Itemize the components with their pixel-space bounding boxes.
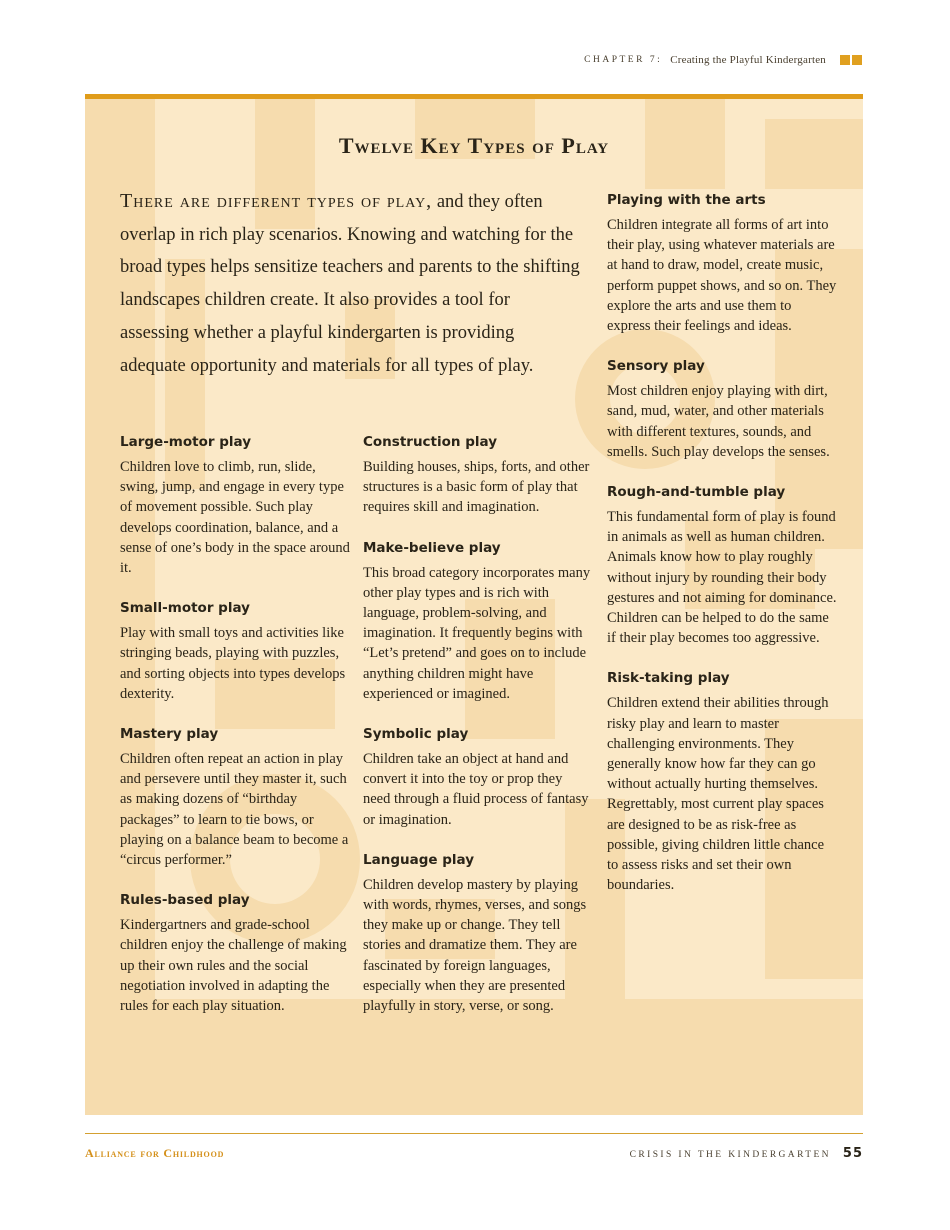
chapter-label: CHAPTER 7: bbox=[584, 55, 663, 65]
play-type-heading: Sensory play bbox=[607, 358, 705, 375]
footer-organization: Alliance for Childhood bbox=[85, 1146, 225, 1160]
play-type-description: Most children enjoy playing with dirt, sand, mud, water, and other materials with different textures, sounds, and smells. Such play develops the senses. bbox=[607, 383, 830, 460]
sidebar-panel bbox=[85, 94, 863, 1115]
intro-paragraph bbox=[120, 185, 582, 382]
page-number: 55 bbox=[842, 1146, 863, 1161]
play-type-section bbox=[120, 725, 350, 870]
play-type-heading: Symbolic play bbox=[363, 726, 469, 743]
play-type-description: Children often repeat an action in play and persevere until they master it, such as making dozens of “birthday packages” to learn to tie bows, or playing on a balance beam to become a “circus performer.” bbox=[120, 751, 349, 869]
footer-publication-title: CRISIS IN THE KINDERGARTEN bbox=[629, 1150, 831, 1160]
play-type-description: Children extend their abilities through risky play and learn to master challenging environments. They generally know how far they can go without actually hurting themselves. Regrettably, most current play spaces are designed to be as risk-free as possible, giving children little chance to assess risks and set their own boundaries. bbox=[607, 695, 829, 894]
footer-divider bbox=[85, 1133, 863, 1134]
play-type-description: Children love to climb, run, slide, swing, jump, and engage in every type of movement possible. Such play develops coordination, balance, and a sense of one’s body in the space around it. bbox=[120, 459, 350, 577]
column-middle bbox=[363, 433, 593, 1037]
column-left bbox=[120, 433, 350, 1037]
play-type-description: Play with small toys and activities like stringing beads, playing with puzzles, and sorting objects into types develops dexterity. bbox=[120, 625, 346, 702]
chapter-title: Creating the Playful Kindergarten bbox=[670, 54, 826, 66]
play-type-heading: Mastery play bbox=[120, 726, 219, 743]
play-type-section bbox=[120, 891, 350, 1016]
play-type-section bbox=[607, 669, 837, 895]
play-type-description: This broad category incorporates many other play types and is rich with language, problem-solving, and imagination. It frequently begins with “Let’s pretend” and goes on to include anything children might have experienced or imagined. bbox=[363, 564, 591, 702]
play-type-heading: Language play bbox=[363, 851, 475, 868]
footer-page-info bbox=[630, 1146, 863, 1161]
play-type-heading: Small-motor play bbox=[120, 600, 250, 617]
decorative-squares-icon bbox=[840, 55, 862, 65]
play-type-description: This fundamental form of play is found in animals as well as human children. Animals know how to play roughly without injury by rounding their body gestures and not aiming for dominance. Children can be helped to do the same if their play becomes too aggressive. bbox=[607, 509, 837, 647]
play-type-description: Building houses, ships, forts, and other structures is a basic form of play that requires skill and imagination. bbox=[363, 459, 590, 516]
panel-title: Twelve Key Types of Play bbox=[338, 133, 610, 158]
intro-lead: There are different types of play, bbox=[120, 190, 433, 212]
play-type-heading: Playing with the arts bbox=[607, 192, 766, 208]
play-type-heading: Large-motor play bbox=[120, 434, 252, 450]
play-type-section bbox=[607, 357, 837, 462]
play-type-description: Children integrate all forms of art into their play, using whatever materials are at hand to draw, model, create music, perform puppet shows, and so on. They explore the arts and use them to express their feelings and ideas. bbox=[607, 217, 837, 335]
chapter-header bbox=[584, 54, 862, 66]
play-type-heading: Risk-taking play bbox=[607, 670, 730, 687]
intro-text: and they often overlap in rich play scenarios. Knowing and watching for the broad types helps sensitize teachers and parents to the shifting landscapes children create. It also provides a tool for assessing whether a playful kindergarten is providing adequate opportunity and materials for all types of play. bbox=[120, 192, 580, 376]
play-type-section bbox=[120, 433, 350, 578]
play-type-heading: Rough-and-tumble play bbox=[607, 484, 786, 501]
play-type-section bbox=[120, 599, 350, 704]
play-type-section bbox=[363, 851, 593, 1016]
play-type-heading: Make-believe play bbox=[363, 539, 501, 556]
play-type-heading: Construction play bbox=[363, 434, 498, 450]
play-type-section bbox=[363, 725, 593, 830]
play-type-section bbox=[363, 539, 593, 704]
column-right bbox=[607, 191, 837, 916]
play-type-section bbox=[607, 191, 837, 336]
play-type-description: Children take an object at hand and convert it into the toy or prop they need through a fluid process of fantasy or imagination. bbox=[363, 751, 589, 828]
play-type-section bbox=[607, 483, 837, 648]
play-type-description: Kindergartners and grade-school children enjoy the challenge of making up their own rules and the social negotiation involved in adapting the rules for each play situation. bbox=[120, 917, 347, 1015]
play-type-section bbox=[363, 433, 593, 518]
play-type-heading: Rules-based play bbox=[120, 892, 250, 909]
play-type-description: Children develop mastery by playing with words, rhymes, verses, and songs they make up or change. They tell stories and dramatize them. They are fascinated by foreign languages, especially when they are presented playfully in story, verse, or song. bbox=[363, 876, 587, 1015]
